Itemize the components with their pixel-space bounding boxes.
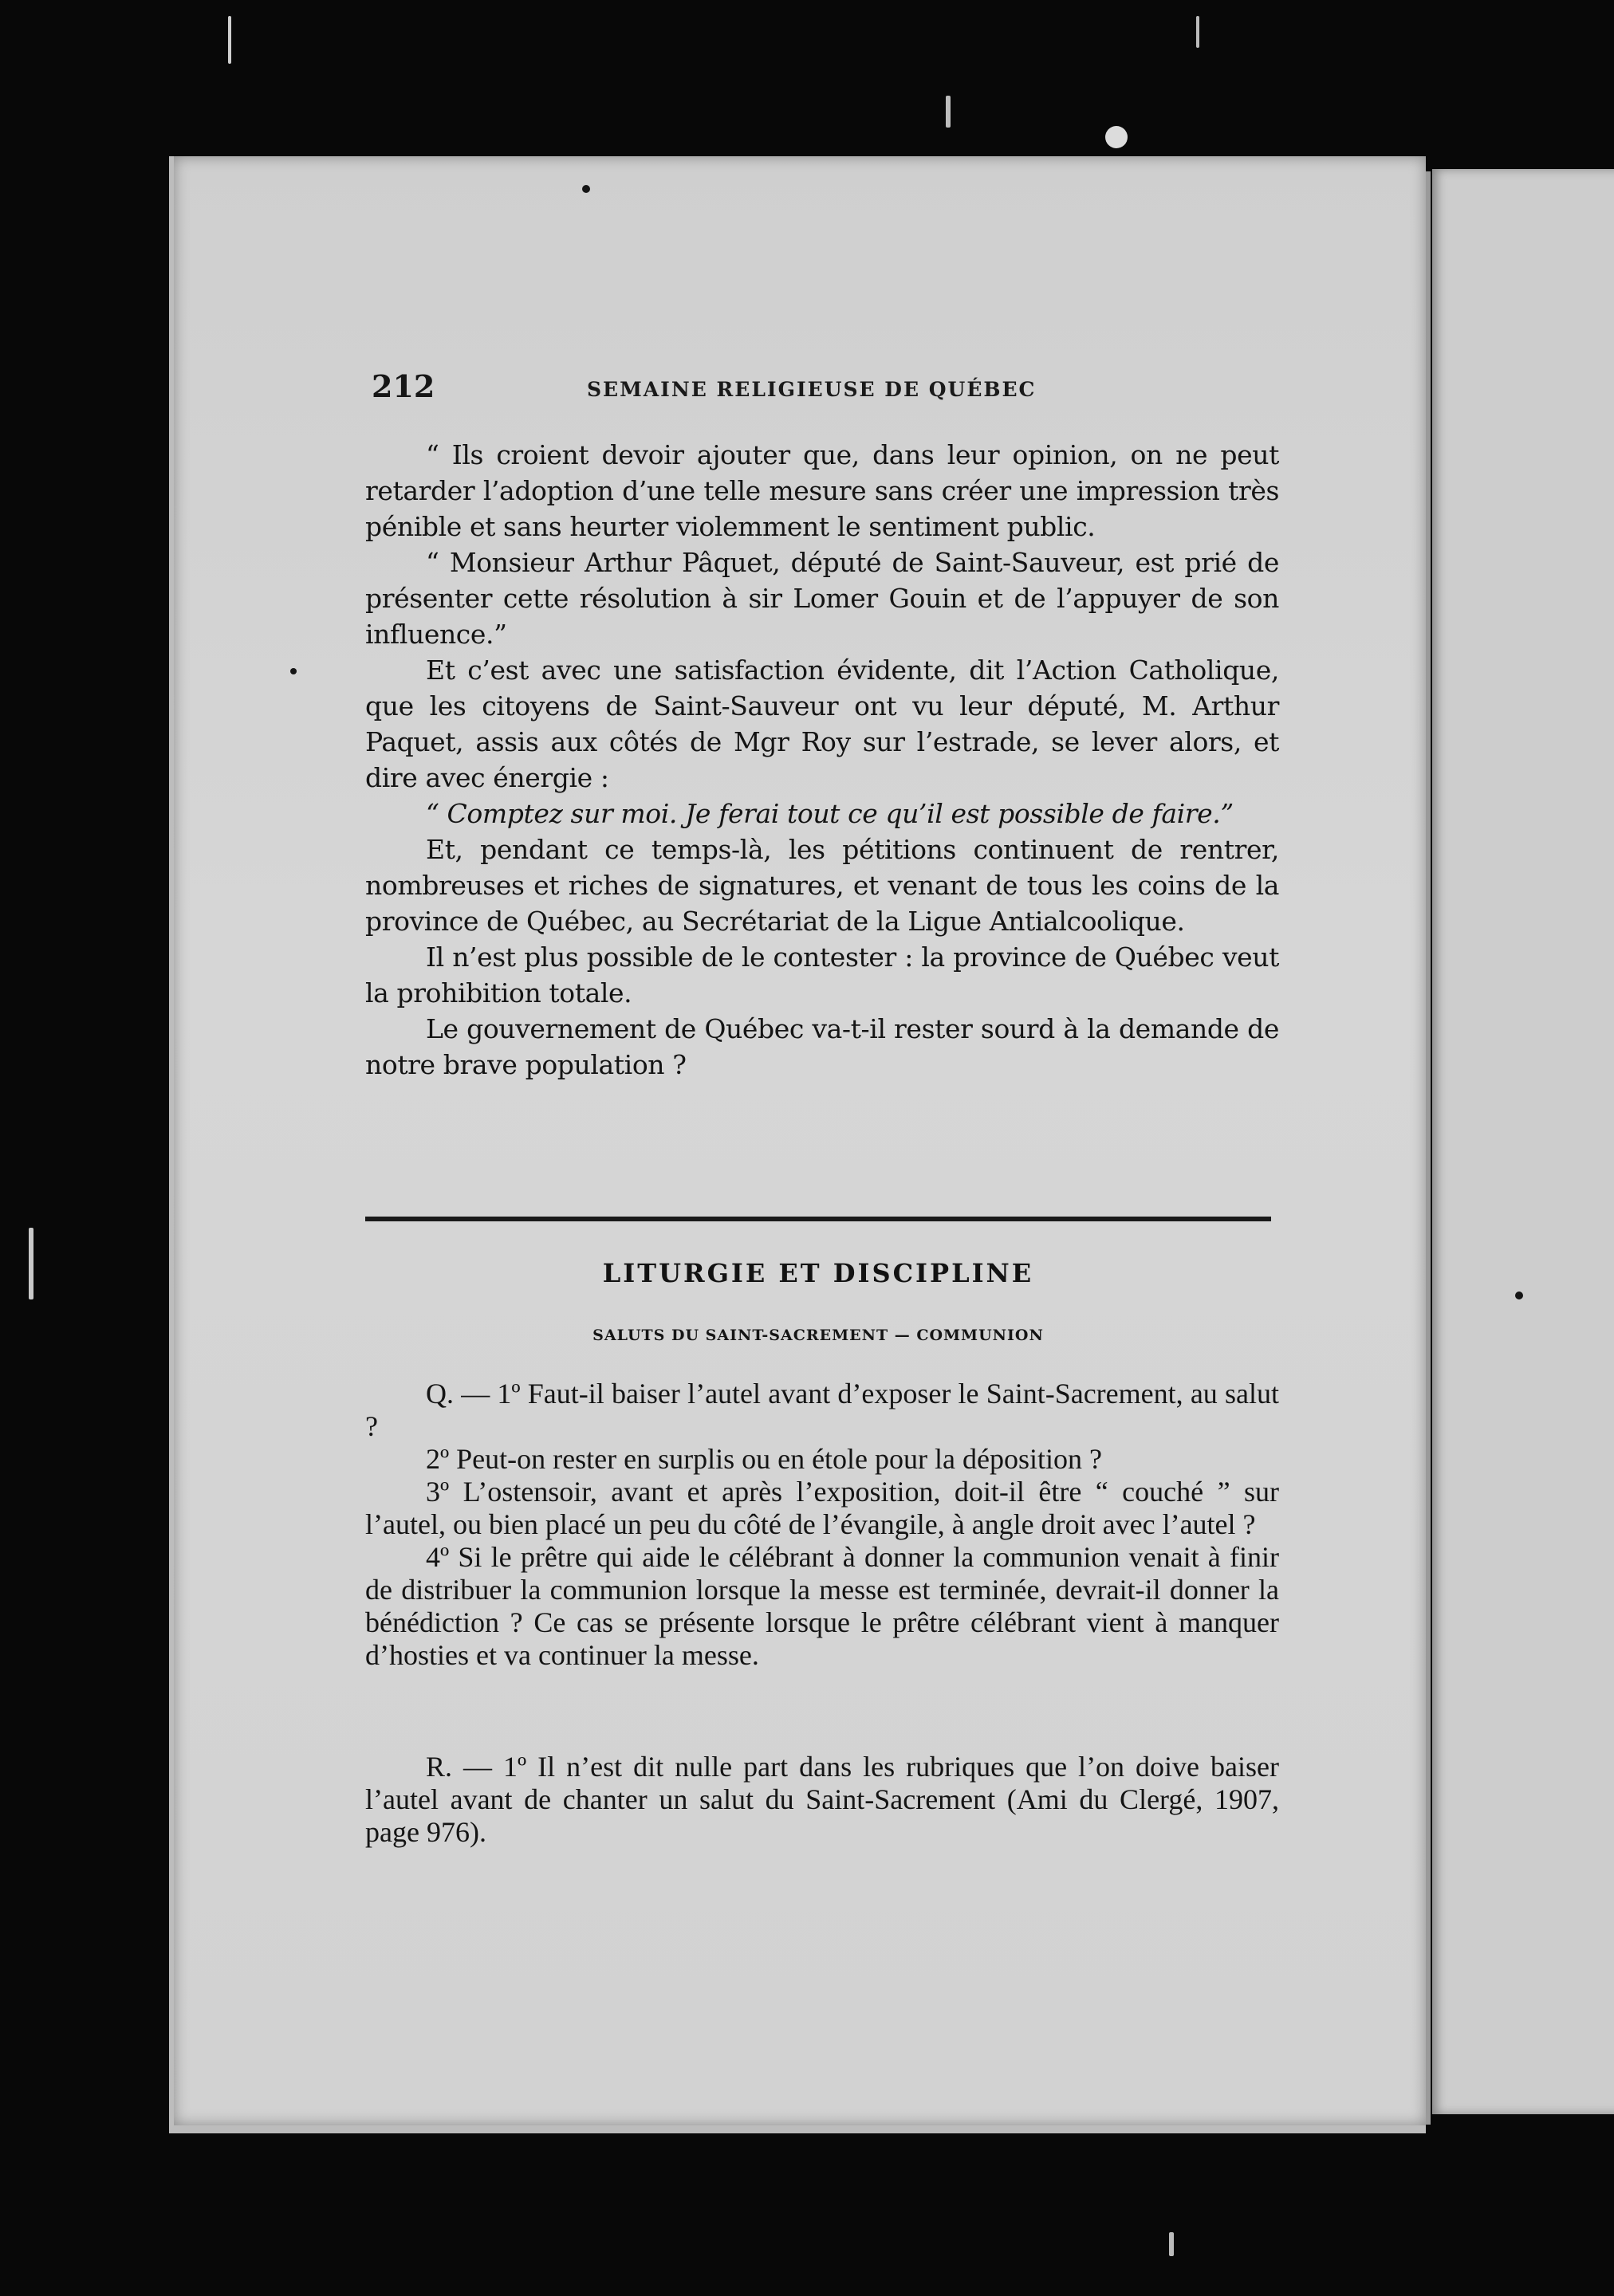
section-title: LITURGIE ET DISCIPLINE: [602, 1258, 1034, 1288]
question-paragraph: 3º L’ostensoir, avant et après l’exposition, doit-il être “ couché ” sur l’autel, ou bien placé un peu du côté de l’évangile, à angle droit avec l’autel ?: [365, 1476, 1279, 1540]
running-title: SEMAINE RELIGIEUSE DE QUÉBEC: [587, 378, 1037, 401]
question-paragraph: Q. — 1º Faut-il baiser l’autel avant d’exposer le Saint-Sacrement, au salut ?: [365, 1378, 1279, 1442]
article-paragraph: “ Ils croient devoir ajouter que, dans leur opinion, on ne peut retarder l’adoption d’une telle mesure sans créer une impression très pénible et sans heurter violemment le sentiment public.: [365, 439, 1279, 542]
section-divider: [365, 1217, 1271, 1221]
answer-body: [365, 1751, 1279, 1849]
article-paragraph: Il n’est plus possible de le contester : la province de Québec veut la prohibition totale.: [365, 942, 1279, 1008]
answer-paragraph: R. — 1º Il n’est dit nulle part dans les rubriques que l’on doive baiser l’autel avant de chanter un salut du Saint-Sacrement (Ami du Clergé, 1907, page 976).: [365, 1751, 1279, 1848]
scan-artifact: [29, 1228, 33, 1299]
scan-artifact: [290, 668, 297, 674]
scan-artifact: [946, 96, 951, 128]
page-number: 212: [372, 368, 435, 404]
article-body: [365, 437, 1279, 1083]
question-paragraph: 2º Peut-on rester en surplis ou en étole pour la déposition ?: [426, 1443, 1102, 1475]
scan-artifact: [1169, 2232, 1174, 2256]
question-paragraph: 4º Si le prêtre qui aide le célébrant à donner la communion venait à finir de distribuer la communion lorsque la messe est terminée, devrait-il donner la bénédiction ? Ce cas se présente lorsque le prêtre célébrant vient à manquer d’hosties et va continuer la messe.: [365, 1541, 1279, 1671]
article-paragraph: Et, pendant ce temps-là, les pétitions continuent de rentrer, nombreuses et riches de signatures, et venant de tous les coins de la province de Québec, au Secrétariat de la Ligue Antialcoolique.: [365, 834, 1279, 937]
scan-artifact: [1105, 126, 1128, 148]
article-quote: “ Comptez sur moi. Je ferai tout ce qu’il est possible de faire.”: [426, 798, 1234, 829]
question-body: [365, 1378, 1279, 1672]
adjacent-page-edge: [1432, 169, 1614, 2114]
scan-artifact: [582, 185, 590, 193]
article-paragraph: Et c’est avec une satisfaction évidente, dit l’Action Catholique, que les citoyens de Saint-Sauveur ont vu leur député, M. Arthur Paquet, assis aux côtés de Mgr Roy sur l’estrade, se lever alors, et dire avec énergie :: [365, 655, 1279, 793]
article-paragraph: Le gouvernement de Québec va-t-il rester sourd à la demande de notre brave population ?: [365, 1013, 1279, 1080]
scan-artifact: [228, 16, 231, 64]
scan-artifact: [1515, 1292, 1523, 1299]
scan-artifact: [1196, 16, 1199, 48]
subsection-title: SALUTS DU SAINT-SACREMENT — COMMUNION: [592, 1327, 1044, 1344]
article-paragraph: “ Monsieur Arthur Pâquet, député de Saint-Sauveur, est prié de présenter cette résolution à sir Lomer Gouin et de l’appuyer de son influence.”: [365, 547, 1279, 650]
